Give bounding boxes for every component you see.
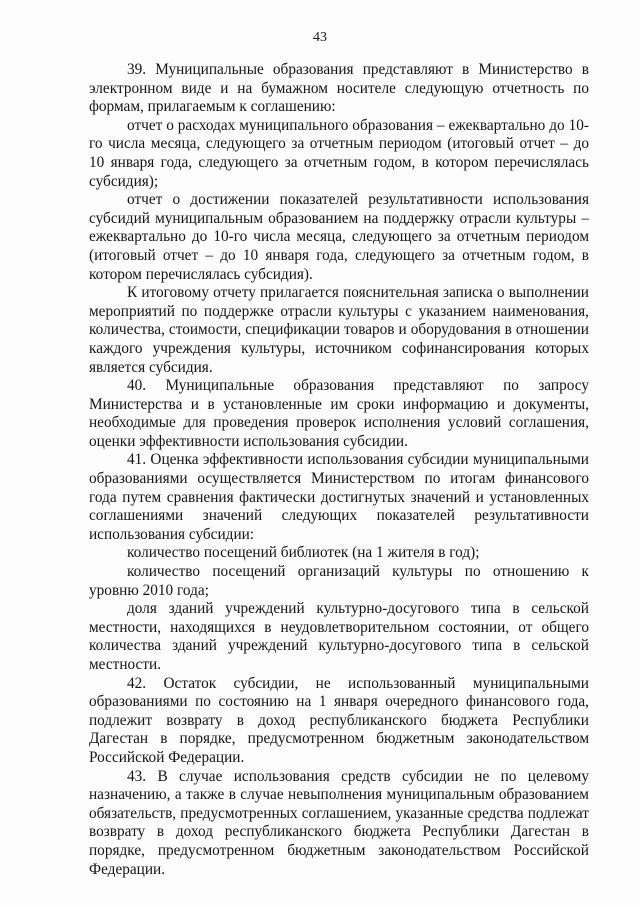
document-body <box>89 61 589 879</box>
indicator-library-visits: количество посещений библиотек (на 1 жителя в год); <box>127 544 480 562</box>
paragraph-43: 43. В случае использования средств субсидии не по целевому назначению, а также в случае невыполнения муниципальным образованием обязательств, предусмотренных соглашением, указанные средства подлежат возврату в доход республиканского бюджета Республики Дагестан в порядке, предусмотренном бюджетным законодательством Российской Федерации. <box>89 767 589 878</box>
paragraph-explanatory-note: К итоговому отчету прилагается пояснительная записка о выполнении мероприятий по поддержке отрасли культуры с указанием наименования, количества, стоимости, спецификации товаров и оборудования в отношении каждого учреждения культуры, источником софинансирования которых является субсидия. <box>89 284 589 376</box>
paragraph-performance-report: отчет о достижении показателей результативности использования субсидий муниципальным образованием на поддержку отрасли культуры – ежеквартально до 10-го числа месяца, следующего за отчетным периодом (итоговый отчет – до 10 января года, следующего за отчетным годом, в котором перечислялась субсидия). <box>89 191 589 283</box>
paragraph-expense-report: отчет о расходах муниципального образования – ежеквартально до 10-го числа месяца, следующего за отчетным периодом (итоговый отчет – до 10 января года, следующего за отчетным годом, в котором перечислялась субсидия); <box>89 116 589 190</box>
indicator-culture-visits: количество посещений организаций культуры по отношению к уровню 2010 года; <box>89 563 589 599</box>
paragraph-42: 42. Остаток субсидии, не использованный муниципальными образованиями по состоянию на 1 января очередного финансового года, подлежит возврату в доход республиканского бюджета Республики Дагестан в порядке, предусмотренном бюджетным законодательством Российской Федерации. <box>89 674 589 766</box>
paragraph-41: 41. Оценка эффективности использования субсидии муниципальными образованиями осуществляется Министерством по итогам финансового года путем сравнения фактически достигнутых значений и установленных соглашениями значений следующих показателей результативности использования субсидии: <box>89 451 589 543</box>
paragraph-39: 39. Муниципальные образования представляют в Министерство в электронном виде и на бумажном носителе следующую отчетность по формам, прилагаемым к соглашению: <box>89 61 589 116</box>
page-number: 43 <box>313 30 327 45</box>
paragraph-40: 40. Муниципальные образования представляют по запросу Министерства и в установленные им сроки информацию и документы, необходимые для проведения проверок исполнения условий соглашения, оценки эффективности использования субсидии. <box>89 377 589 450</box>
indicator-building-share: доля зданий учреждений культурно-досугового типа в сельской местности, находящихся в неудовлетворительном состоянии, от общего количества зданий учреждений культурно-досугового типа в сельской местности. <box>89 600 589 673</box>
